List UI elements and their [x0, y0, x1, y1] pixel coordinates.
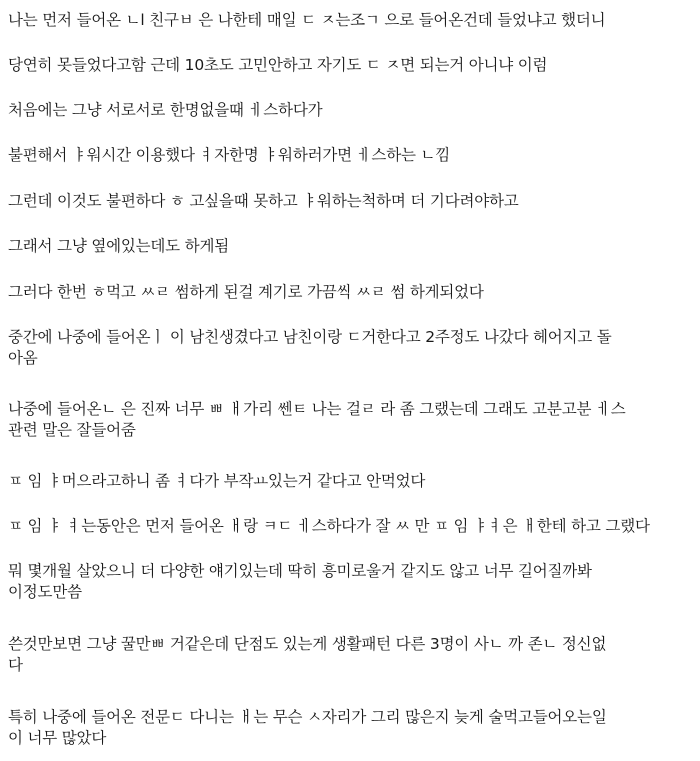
- text-line: 나는 먼저 들어온 ㄴl 친구ㅂ 은 나한테 매일 ㄷ ㅈ는조ㄱ 으로 들어온건데 들었냐고 했더니: [8, 11, 606, 29]
- text-line: 아옴: [8, 349, 38, 367]
- text-line: ㅍ 임 ㅑ머으라고하니 좀 ㅕ다가 부작ㅛ있는거 같다고 안먹었다: [8, 472, 426, 490]
- text-line: 뭐 몇개월 살았으니 더 다양한 얘기있는데 딱히 흥미로울거 같지도 않고 너무 길어질까봐: [8, 562, 592, 580]
- paragraph: [8, 236, 694, 257]
- paragraph: [8, 327, 694, 369]
- paragraph: [8, 471, 694, 492]
- text-line: 나중에 들어온ㄴ 은 진짜 너무 ㅃ ㅐ가리 쎈ㅌ 나는 걸ㄹ 라 좀 그랬는데 그래도 고분고분 ㅔ스: [8, 400, 626, 418]
- paragraph: [8, 516, 694, 537]
- text-line: 이정도만씀: [8, 583, 82, 601]
- text-line: 이 너무 많았다: [8, 729, 107, 747]
- paragraph: [8, 10, 694, 31]
- text-line: 불편해서 ㅑ워시간 이용했다 ㅕ자한명 ㅑ워하러가면 ㅔ스하는 ㄴ낌: [8, 146, 451, 164]
- paragraph: [8, 707, 694, 749]
- text-line: 중간에 나중에 들어온ㅣ 이 남친생겼다고 남친이랑 ㄷ거한다고 2주정도 나갔다 헤어지고 돌: [8, 328, 612, 346]
- text-line: 그래서 그냥 옆에있는데도 하게됨: [8, 237, 230, 255]
- paragraph: [8, 145, 694, 166]
- paragraph: [8, 100, 694, 121]
- paragraph: [8, 399, 694, 441]
- text-line: 그러다 한번 ㅎ먹고 ㅆㄹ 썸하게 된걸 계기로 가끔씩 ㅆㄹ 썸 하게되었다: [8, 283, 484, 301]
- paragraph: [8, 561, 694, 603]
- paragraph: [8, 282, 694, 303]
- text-line: 관련 말은 잘들어줌: [8, 421, 136, 439]
- text-line: 처음에는 그냥 서로서로 한명없을때 ㅔ스하다가: [8, 101, 323, 119]
- text-line: 그런데 이것도 불편하다 ㅎ 고싶을때 못하고 ㅑ워하는척하며 더 기다려야하고: [8, 192, 519, 210]
- text-line: 당연히 못들었다고함 근데 10초도 고민안하고 자기도 ㄷ ㅈ면 되는거 아니냐 이럼: [8, 56, 548, 74]
- paragraph: [8, 55, 694, 76]
- text-line: 특히 나중에 들어온 전문ㄷ 다니는 ㅐ는 무슨 ㅅ자리가 그리 많은지 늦게 술먹고들어오는일: [8, 708, 607, 726]
- paragraph: [8, 191, 694, 212]
- text-line: 다: [8, 656, 23, 674]
- text-line: 쓴것만보면 그냥 꿀만ㅃ 거같은데 단점도 있는게 생활패턴 다른 3명이 사ㄴ 까 존ㄴ 정신없: [8, 635, 607, 653]
- paragraph: [8, 634, 694, 676]
- text-line: ㅍ 임 ㅑ ㅕ는동안은 먼저 들어온 ㅐ랑 ㅋㄷ ㅔ스하다가 잘 ㅆ 만 ㅍ 임 ㅑㅕ은 ㅐ한테 하고 그랬다: [8, 517, 650, 535]
